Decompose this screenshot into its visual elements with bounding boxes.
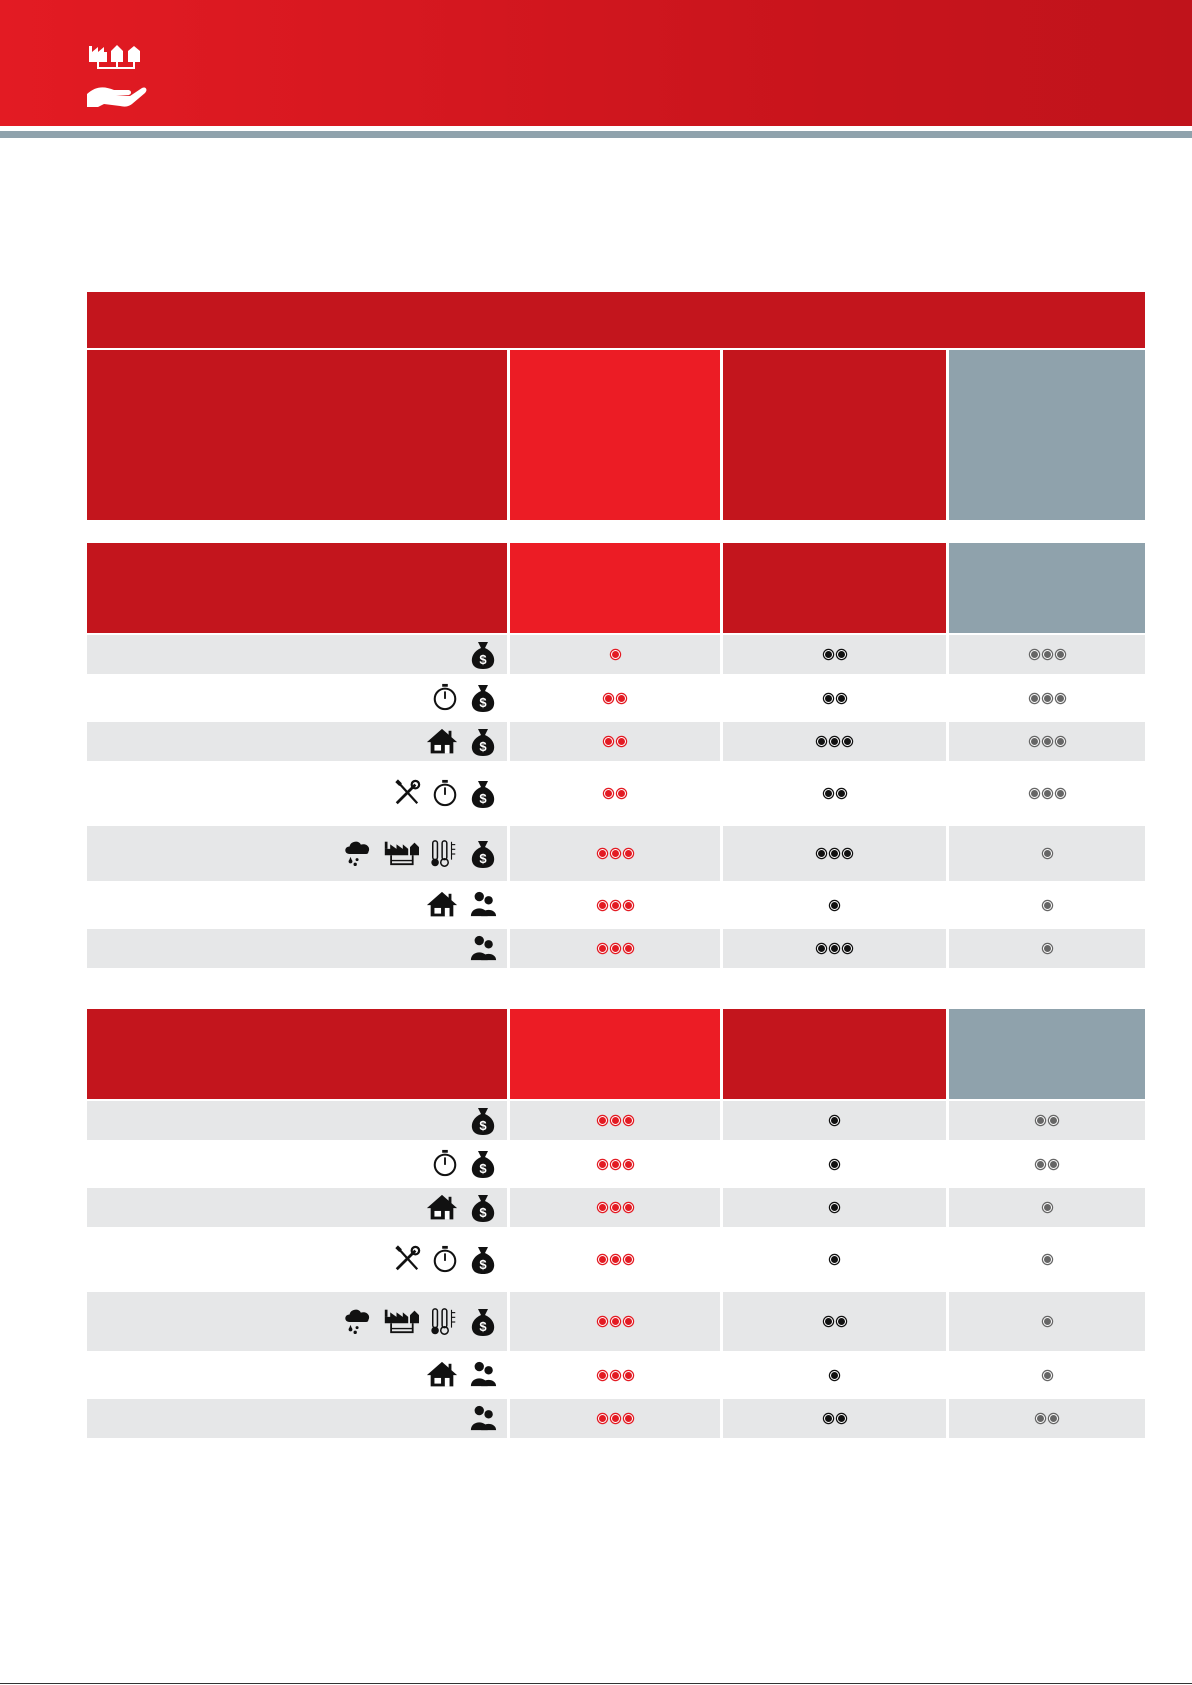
rating-dot xyxy=(830,944,839,953)
rating-dot xyxy=(598,849,607,858)
rating-dots xyxy=(1043,1255,1052,1264)
rating-cell-option-1 xyxy=(510,1188,720,1227)
rating-cell-option-2 xyxy=(723,826,946,881)
section-b-header-option-1 xyxy=(510,1009,720,1099)
rain-cloud-icon xyxy=(343,1307,373,1337)
rating-dot xyxy=(824,1317,833,1326)
rating-dots xyxy=(598,1317,633,1326)
rating-cell-option-2 xyxy=(723,884,946,926)
money-bag-icon xyxy=(469,1307,497,1337)
rating-cell-option-1 xyxy=(510,826,720,881)
rating-dot xyxy=(824,1414,833,1423)
rating-dot xyxy=(611,944,620,953)
rating-dots xyxy=(817,944,852,953)
column-header-row xyxy=(87,350,1145,520)
rating-dot xyxy=(1043,1317,1052,1326)
rating-dot xyxy=(830,1160,839,1169)
svg-text:$: $ xyxy=(479,1117,487,1133)
people-icon xyxy=(469,1360,497,1390)
rating-dot xyxy=(617,694,626,703)
rating-dot xyxy=(624,901,633,910)
table-row xyxy=(87,677,1145,719)
money-bag-icon xyxy=(469,1193,497,1223)
stopwatch-icon xyxy=(431,1149,459,1179)
rating-cell-option-3 xyxy=(949,635,1145,674)
rating-cell-option-3 xyxy=(949,677,1145,719)
rating-dot xyxy=(830,1371,839,1380)
rating-dots xyxy=(1043,1203,1052,1212)
rating-cell-option-1 xyxy=(510,929,720,968)
rating-dots xyxy=(604,737,626,746)
table-row xyxy=(87,929,1145,968)
money-bag-icon xyxy=(469,640,497,670)
rating-dot xyxy=(1043,1255,1052,1264)
rating-dot xyxy=(598,1116,607,1125)
svg-text:$: $ xyxy=(479,1161,487,1176)
rating-dot xyxy=(1043,1371,1052,1380)
house-icon xyxy=(425,1360,459,1390)
rating-dot xyxy=(611,1116,620,1125)
rating-dots xyxy=(604,789,626,798)
rating-dots xyxy=(830,1203,839,1212)
people-icon xyxy=(469,890,497,920)
rating-dot xyxy=(1043,901,1052,910)
rating-dot xyxy=(624,1317,633,1326)
rating-cell-option-3 xyxy=(949,764,1145,823)
svg-text:$: $ xyxy=(479,790,487,806)
rating-cell-option-1 xyxy=(510,1143,720,1185)
rating-dot xyxy=(837,1317,846,1326)
table-row xyxy=(87,1292,1145,1351)
rating-dot xyxy=(837,694,846,703)
row-icon-cell xyxy=(87,1399,507,1438)
rating-cell-option-1 xyxy=(510,677,720,719)
rating-dot xyxy=(837,1414,846,1423)
table-title-bar xyxy=(87,292,1145,348)
rating-dot xyxy=(1049,1414,1058,1423)
rating-dot xyxy=(1056,650,1065,659)
rating-dot xyxy=(624,849,633,858)
rating-dots xyxy=(598,1203,633,1212)
rating-dot xyxy=(830,849,839,858)
rating-cell-option-2 xyxy=(723,1143,946,1185)
page-banner xyxy=(0,0,1192,126)
rating-dots xyxy=(817,737,852,746)
stopwatch-icon xyxy=(431,683,459,713)
row-icon-cell xyxy=(87,1101,507,1140)
rating-dot xyxy=(598,1317,607,1326)
rating-dot xyxy=(824,650,833,659)
rating-dot xyxy=(830,1116,839,1125)
rating-dot xyxy=(1030,737,1039,746)
rating-dot xyxy=(598,1203,607,1212)
house-icon xyxy=(425,1193,459,1223)
rating-cell-option-2 xyxy=(723,764,946,823)
rating-dot xyxy=(1056,694,1065,703)
rating-dots xyxy=(598,944,633,953)
rating-dot xyxy=(624,1414,633,1423)
rating-dot xyxy=(1036,1160,1045,1169)
rating-cell-option-2 xyxy=(723,722,946,761)
rating-cell-option-3 xyxy=(949,1188,1145,1227)
section-a-header xyxy=(87,543,1145,633)
rating-cell-option-1 xyxy=(510,764,720,823)
section-a-header-option-3 xyxy=(949,543,1145,633)
rating-dots xyxy=(611,650,620,659)
rating-dots xyxy=(598,1116,633,1125)
rating-dot xyxy=(598,901,607,910)
rating-dot xyxy=(617,737,626,746)
rating-dot xyxy=(611,1371,620,1380)
thermometer-icon xyxy=(429,839,459,869)
rating-dot xyxy=(830,901,839,910)
rating-dots xyxy=(1036,1116,1058,1125)
section-b-header xyxy=(87,1009,1145,1099)
rating-dot xyxy=(1056,737,1065,746)
rating-dots xyxy=(1030,789,1065,798)
rating-dot xyxy=(817,944,826,953)
table-row xyxy=(87,764,1145,823)
rating-cell-option-2 xyxy=(723,1188,946,1227)
rating-dots xyxy=(1043,944,1052,953)
rating-dots xyxy=(824,1414,846,1423)
rating-dots xyxy=(598,1160,633,1169)
rating-dot xyxy=(611,901,620,910)
rating-dots xyxy=(830,1116,839,1125)
rating-dot xyxy=(611,1160,620,1169)
table-row xyxy=(87,1143,1145,1185)
rating-dot xyxy=(1043,944,1052,953)
money-bag-icon xyxy=(469,779,497,809)
footer-rule xyxy=(0,1683,1192,1684)
rating-dot xyxy=(824,789,833,798)
row-icon-cell xyxy=(87,1188,507,1227)
rating-cell-option-1 xyxy=(510,1230,720,1289)
money-bag-icon xyxy=(469,683,497,713)
svg-text:$: $ xyxy=(479,695,487,710)
rating-dot xyxy=(604,737,613,746)
rating-dots xyxy=(830,1371,839,1380)
rating-dots xyxy=(824,650,846,659)
banner-divider xyxy=(0,131,1192,138)
rating-dot xyxy=(598,1371,607,1380)
table-row xyxy=(87,884,1145,926)
rating-dots xyxy=(1036,1160,1058,1169)
rating-dot xyxy=(1043,737,1052,746)
rating-dots xyxy=(1030,737,1065,746)
rating-dots xyxy=(824,789,846,798)
rating-cell-option-3 xyxy=(949,929,1145,968)
rating-dot xyxy=(1030,650,1039,659)
rating-cell-option-1 xyxy=(510,1354,720,1396)
rating-cell-option-2 xyxy=(723,1101,946,1140)
rating-dots xyxy=(598,1255,633,1264)
money-bag-icon xyxy=(469,1149,497,1179)
rating-dot xyxy=(1049,1160,1058,1169)
people-icon xyxy=(469,934,497,964)
table-row xyxy=(87,1188,1145,1227)
rating-dots xyxy=(598,901,633,910)
rating-dot xyxy=(611,1414,620,1423)
table-row xyxy=(87,635,1145,674)
rating-dot xyxy=(837,789,846,798)
rating-dots xyxy=(830,1255,839,1264)
rating-dot xyxy=(830,737,839,746)
svg-text:$: $ xyxy=(479,1256,487,1272)
rating-dots xyxy=(830,1160,839,1169)
rating-cell-option-3 xyxy=(949,722,1145,761)
section-b-header-option-2 xyxy=(723,1009,946,1099)
rating-dot xyxy=(1056,789,1065,798)
svg-text:$: $ xyxy=(479,850,487,866)
rating-dot xyxy=(830,1203,839,1212)
rating-cell-option-1 xyxy=(510,722,720,761)
rating-dots xyxy=(1043,1317,1052,1326)
rain-cloud-icon xyxy=(343,839,373,869)
column-header-option-1 xyxy=(510,350,720,520)
rating-dot xyxy=(1043,650,1052,659)
table-row xyxy=(87,1101,1145,1140)
row-icon-cell xyxy=(87,884,507,926)
rating-cell-option-3 xyxy=(949,884,1145,926)
community-support-logo-icon xyxy=(84,44,150,116)
rating-dots xyxy=(598,849,633,858)
rating-dot xyxy=(1036,1116,1045,1125)
row-icon-cell xyxy=(87,635,507,674)
rating-dot xyxy=(817,849,826,858)
rating-dot xyxy=(624,944,633,953)
svg-text:$: $ xyxy=(479,651,487,667)
rating-dot xyxy=(624,1116,633,1125)
rating-dot xyxy=(1030,789,1039,798)
table-row xyxy=(87,722,1145,761)
svg-text:$: $ xyxy=(479,1318,487,1334)
rating-cell-option-2 xyxy=(723,677,946,719)
row-icon-cell xyxy=(87,929,507,968)
rating-dot xyxy=(843,849,852,858)
row-icon-cell xyxy=(87,1354,507,1396)
row-icon-cell xyxy=(87,677,507,719)
row-icon-cell xyxy=(87,722,507,761)
svg-text:$: $ xyxy=(479,738,487,754)
column-header-option-2 xyxy=(723,350,946,520)
table-row xyxy=(87,1354,1145,1396)
rating-dot xyxy=(611,1203,620,1212)
rating-dot xyxy=(624,1371,633,1380)
rating-dot xyxy=(624,1255,633,1264)
section-b-header-option-3 xyxy=(949,1009,1145,1099)
table-row xyxy=(87,1230,1145,1289)
svg-text:$: $ xyxy=(479,1204,487,1220)
section-a-header-option-2 xyxy=(723,543,946,633)
rating-dot xyxy=(598,1255,607,1264)
rating-dot xyxy=(843,737,852,746)
table-row xyxy=(87,1399,1145,1438)
rating-cell-option-3 xyxy=(949,1292,1145,1351)
rating-dots xyxy=(1043,849,1052,858)
rating-dot xyxy=(1043,694,1052,703)
rating-dots xyxy=(598,1414,633,1423)
rating-cell-option-2 xyxy=(723,929,946,968)
money-bag-icon xyxy=(469,1106,497,1136)
rating-dot xyxy=(1049,1116,1058,1125)
rating-cell-option-1 xyxy=(510,1292,720,1351)
rating-dot xyxy=(617,789,626,798)
rating-dot xyxy=(1043,849,1052,858)
rating-dot xyxy=(611,1317,620,1326)
rating-dot xyxy=(604,789,613,798)
rating-cell-option-2 xyxy=(723,1399,946,1438)
rating-dot xyxy=(598,1160,607,1169)
rating-dot xyxy=(837,650,846,659)
rating-cell-option-2 xyxy=(723,1354,946,1396)
rating-cell-option-3 xyxy=(949,1101,1145,1140)
rating-dot xyxy=(598,1414,607,1423)
rating-cell-option-3 xyxy=(949,826,1145,881)
rating-dots xyxy=(1036,1414,1058,1423)
rating-cell-option-3 xyxy=(949,1143,1145,1185)
rating-dots xyxy=(1030,694,1065,703)
house-icon xyxy=(425,890,459,920)
row-icon-cell xyxy=(87,1143,507,1185)
rating-dot xyxy=(598,944,607,953)
money-bag-icon xyxy=(469,1245,497,1275)
section-a-header-option-1 xyxy=(510,543,720,633)
rating-dot xyxy=(830,1255,839,1264)
rating-cell-option-1 xyxy=(510,1101,720,1140)
people-icon xyxy=(469,1404,497,1434)
row-icon-cell xyxy=(87,826,507,881)
rating-dots xyxy=(1030,650,1065,659)
rating-cell-option-3 xyxy=(949,1354,1145,1396)
rating-cell-option-3 xyxy=(949,1399,1145,1438)
house-icon xyxy=(425,727,459,757)
rating-dot xyxy=(611,1255,620,1264)
table-row xyxy=(87,826,1145,881)
tools-icon xyxy=(393,1245,421,1275)
rating-dots xyxy=(817,849,852,858)
rating-dot xyxy=(604,694,613,703)
rating-cell-option-1 xyxy=(510,884,720,926)
column-header-option-3 xyxy=(949,350,1145,520)
stopwatch-icon xyxy=(431,779,459,809)
rating-dot xyxy=(624,1160,633,1169)
rating-cell-option-3 xyxy=(949,1230,1145,1289)
rating-dots xyxy=(604,694,626,703)
rating-cell-option-2 xyxy=(723,1292,946,1351)
rating-dots xyxy=(824,1317,846,1326)
section-a-header-label xyxy=(87,543,507,633)
money-bag-icon xyxy=(469,727,497,757)
rating-cell-option-2 xyxy=(723,635,946,674)
factory-icon xyxy=(383,839,419,869)
rating-dot xyxy=(824,694,833,703)
row-icon-cell xyxy=(87,764,507,823)
factory-icon xyxy=(383,1307,419,1337)
thermometer-icon xyxy=(429,1307,459,1337)
rating-dot xyxy=(611,650,620,659)
rating-dot xyxy=(1036,1414,1045,1423)
rating-dots xyxy=(598,1371,633,1380)
rating-dot xyxy=(1043,1203,1052,1212)
stopwatch-icon xyxy=(431,1245,459,1275)
rating-dot xyxy=(611,849,620,858)
rating-dot xyxy=(1043,789,1052,798)
section-b-header-label xyxy=(87,1009,507,1099)
rating-cell-option-1 xyxy=(510,1399,720,1438)
row-icon-cell xyxy=(87,1292,507,1351)
rating-dots xyxy=(1043,1371,1052,1380)
rating-cell-option-1 xyxy=(510,635,720,674)
rating-cell-option-2 xyxy=(723,1230,946,1289)
rating-dot xyxy=(843,944,852,953)
row-icon-cell xyxy=(87,1230,507,1289)
tools-icon xyxy=(393,779,421,809)
rating-dot xyxy=(624,1203,633,1212)
rating-dot xyxy=(1030,694,1039,703)
rating-dot xyxy=(817,737,826,746)
rating-dots xyxy=(824,694,846,703)
rating-dots xyxy=(1043,901,1052,910)
rating-dots xyxy=(830,901,839,910)
column-header-criteria xyxy=(87,350,507,520)
money-bag-icon xyxy=(469,839,497,869)
